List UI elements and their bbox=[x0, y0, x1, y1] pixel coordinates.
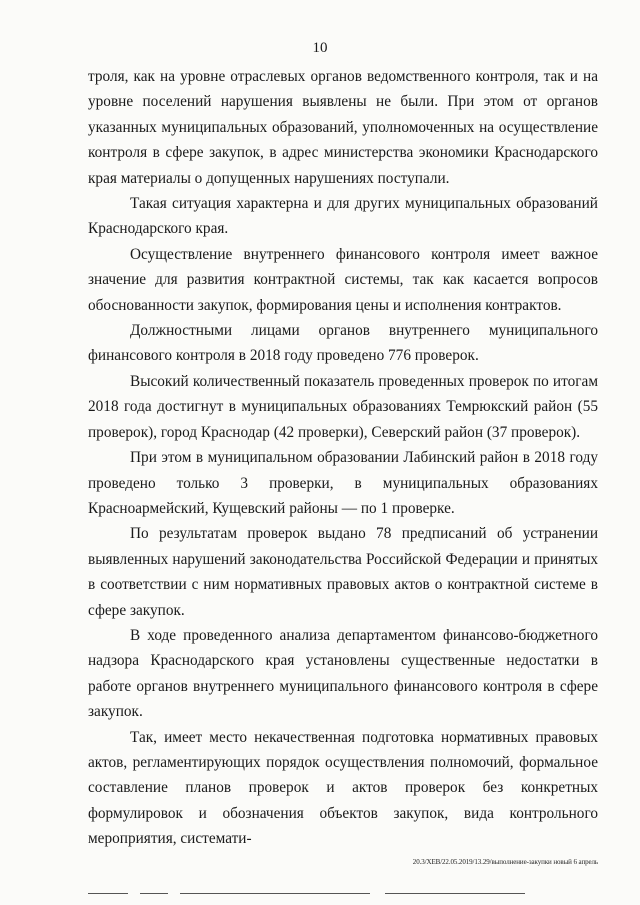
scan-artifact-line bbox=[385, 893, 525, 894]
paragraph: Должностными лицами органов внутреннего муниципального финансового контроля в 2018 году проведено 776 проверок. bbox=[88, 322, 598, 365]
page-number: 10 bbox=[312, 40, 328, 56]
paragraph: В ходе проведенного анализа департаментом финансово-бюджетного надзора Краснодарского края установлены существенные недостатки в работе органов внутреннего муниципального финансового контроля в сфере закупок. bbox=[88, 626, 598, 721]
paragraph: Осуществление внутреннего финансового контроля имеет важное значение для развития контрактной системы, так как касается вопросов обоснованности закупок, формирования цены и исполнения контрактов. bbox=[88, 245, 598, 314]
paragraph: Такая ситуация характерна и для других муниципальных образований Краснодарского края. bbox=[88, 195, 598, 238]
document-body bbox=[88, 64, 598, 852]
paragraph-continued: троля, как на уровне отраслевых органов ведомственного контроля, так и на уровне поселений нарушения выявлены не были. При этом от органов указанных муниципальных образований, уполномоченных на осуществление контроля в сфере закупок, в адрес министерства экономики Краснодарского края материалы о допущенных нарушениях поступали. bbox=[88, 68, 598, 187]
scan-artifact-line bbox=[180, 893, 370, 894]
scan-artifact-line bbox=[140, 893, 168, 894]
paragraph: Так, имеет место некачественная подготовка нормативных правовых актов, регламентирующих порядок осуществления полномочий, формальное составление планов проверок и актов проверок без конкретных формулировок и обозначения объектов закупок, вида контрольного мероприятия, системати- bbox=[88, 728, 598, 848]
paragraph: При этом в муниципальном образовании Лабинский район в 2018 году проведено только 3 проверки, в муниципальных образованиях Красноармейский, Кущевский районы — по 1 проверке. bbox=[88, 449, 598, 517]
paragraph: По результатам проверок выдано 78 предписаний об устранении выявленных нарушений законодательства Российской Федерации и принятых в соответствии с ним нормативных правовых актов о контрактной системе в сфере закупок. bbox=[88, 525, 598, 619]
paragraph: Высокий количественный показатель проведенных проверок по итогам 2018 года достигнут в муниципальных образованиях Темрюкский район (55 проверок), город Краснодар (42 проверки), Северский район (37 проверок). bbox=[88, 372, 598, 441]
footer-file-reference: 20.3/ХЕВ/22.05.2019/13.29/выполнение-закупки новый 6 апрель bbox=[412, 858, 598, 866]
scan-artifact-line bbox=[88, 893, 128, 894]
